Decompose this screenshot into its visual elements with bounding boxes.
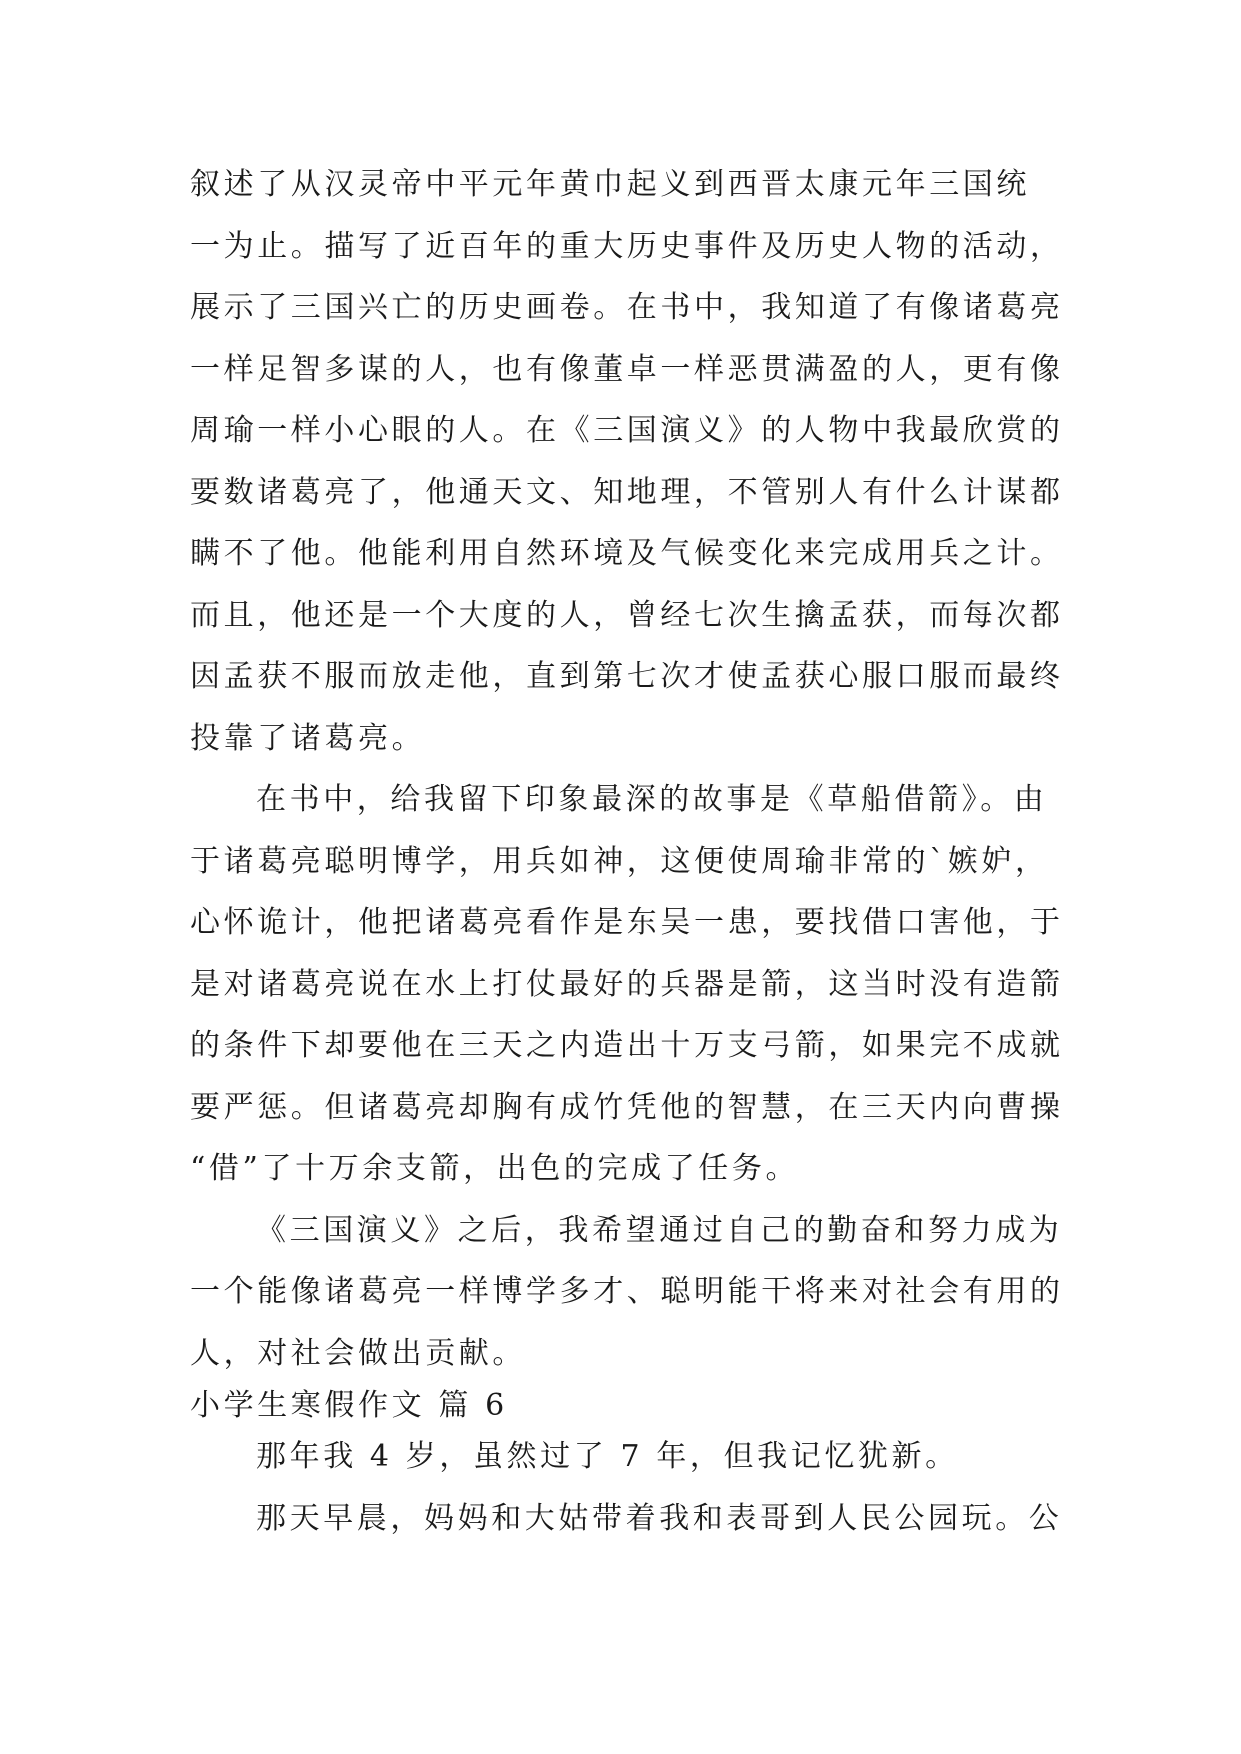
text-line: 要数诸葛亮了，他通天文、知地理，不管别人有什么计谋都 <box>190 474 1064 510</box>
section-heading: 小学生寒假作文 篇 6 <box>190 1388 508 1423</box>
text-line: 周瑜一样小心眼的人。在《三国演义》的人物中我最欣赏的 <box>190 413 1064 448</box>
text-line: 心怀诡计，他把诸葛亮看作是东吴一患，要找借口害他，于 <box>190 905 1064 940</box>
text-line: 展示了三国兴亡的历史画卷。在书中，我知道了有像诸葛亮 <box>190 290 1064 325</box>
text-line: 一为止。描写了近百年的重大历史事件及历史人物的活动， <box>190 228 1064 264</box>
text-line: 于诸葛亮聪明博学，用兵如神，这便使周瑜非常的`嫉妒， <box>190 843 1049 879</box>
text-line: “借”了十万余支箭，出色的完成了任务。 <box>190 1151 800 1186</box>
text-line: 一样足智多谋的人，也有像董卓一样恶贯满盈的人，更有像 <box>190 351 1064 387</box>
text-line: 投靠了诸葛亮。 <box>190 720 426 756</box>
text-line: 的条件下却要他在三天之内造出十万支弓箭，如果完不成就 <box>190 1028 1064 1063</box>
text-line: 《三国演义》之后，我希望通过自己的勤奋和努力成为 <box>256 1212 1063 1248</box>
text-line: 那年我 4 岁，虽然过了 7 年，但我记忆犹新。 <box>256 1439 959 1474</box>
text-line: 要严惩。但诸葛亮却胸有成竹凭他的智慧，在三天内向曹操 <box>190 1089 1064 1125</box>
text-line: 那天早晨，妈妈和大姑带着我和表哥到人民公园玩。公 <box>256 1500 1063 1536</box>
essay2-body <box>190 1426 1063 1549</box>
text-line: 叙述了从汉灵帝中平元年黄巾起义到西晋太康元年三国统 <box>190 167 1030 202</box>
text-line: 是对诸葛亮说在水上打仗最好的兵器是箭，这当时没有造箭 <box>190 966 1064 1002</box>
text-line: 在书中，给我留下印象最深的故事是《草船借箭》。由 <box>256 782 1048 817</box>
text-line: 因孟获不服而放走他，直到第七次才使孟获心服口服而最终 <box>190 659 1064 694</box>
text-line: 一个能像诸葛亮一样博学多才、聪明能干将来对社会有用的 <box>190 1274 1064 1309</box>
text-line: 瞒不了他。他能利用自然环境及气候变化来完成用兵之计。 <box>190 536 1064 571</box>
essay-body <box>190 154 1064 1384</box>
text-line: 人，对社会做出贡献。 <box>190 1335 526 1371</box>
text-line: 而且，他还是一个大度的人，曾经七次生擒孟获，而每次都 <box>190 597 1064 633</box>
